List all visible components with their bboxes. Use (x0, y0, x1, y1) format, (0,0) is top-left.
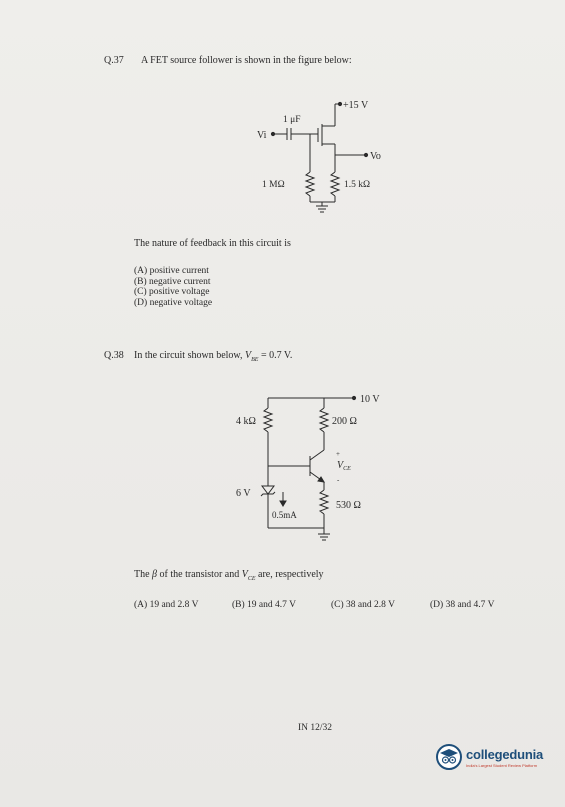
q38-beta-symbol: β (152, 569, 158, 580)
q38-530-label: 530 Ω (336, 500, 361, 511)
q37-input-label: Vi (257, 130, 267, 141)
q38-vbe-symbol: V (245, 350, 252, 361)
q38-supply-label: 10 V (360, 394, 380, 405)
logo-tagline: India's Largest Student Review Platform (466, 762, 538, 768)
q38-4k-label: 4 kΩ (236, 416, 256, 427)
q38-minus-sign: - (337, 476, 340, 484)
q37-gate-resistor-label: 1 MΩ (262, 180, 285, 190)
q38-plus-sign: + (336, 450, 340, 458)
q37-option-b[interactable]: (B) negative current (134, 276, 211, 287)
q38-current-arrowhead (280, 501, 286, 506)
q38-vce-label (337, 460, 351, 472)
q38-530-resistor (320, 490, 328, 514)
q38-vce-subscript: CE (343, 466, 351, 472)
q37-ground-symbol (316, 206, 328, 212)
page-number: IN 12/32 (298, 723, 333, 733)
q37-supply-terminal (338, 102, 341, 105)
q37-source-resistor (331, 172, 339, 196)
q38-stem-b: of the transistor and (157, 569, 242, 580)
q38-option-c[interactable]: (C) 38 and 2.8 V (331, 600, 395, 610)
q37-source-resistor-label: 1.5 kΩ (344, 180, 371, 190)
collegedunia-logo (436, 740, 554, 774)
logo-name: collegedunia (466, 746, 544, 762)
q37-number: Q.37 (104, 55, 124, 66)
q37-output-label: Vo (370, 151, 381, 162)
q38-option-b[interactable]: (B) 19 and 4.7 V (232, 600, 296, 610)
q37-output-terminal (364, 153, 367, 156)
q38-current-label: 0.5mA (272, 510, 297, 520)
q38-zener-diode (262, 486, 274, 494)
q37-capacitor-label: 1 μF (283, 115, 301, 125)
q37-text: A FET source follower is shown in the figure below: (141, 55, 352, 66)
q37-fet-circuit (240, 92, 390, 217)
q37-supply-label: +15 V (343, 100, 369, 111)
q38-option-d[interactable]: (D) 38 and 4.7 V (430, 600, 495, 610)
q37-gate-resistor (306, 172, 314, 196)
q37-option-d[interactable]: (D) negative voltage (134, 297, 213, 308)
q38-stem-vce-sub: CE (247, 576, 256, 582)
q38-text-prefix: In the circuit shown below, (134, 350, 245, 361)
q37-option-c[interactable]: (C) positive voltage (134, 287, 210, 297)
q38-vbe-subscript: BE (251, 357, 259, 363)
q38-vce-symbol: V (337, 460, 344, 471)
q38-number: Q.38 (104, 350, 124, 361)
q38-bjt-circuit (220, 388, 400, 558)
q38-200-label: 200 Ω (332, 416, 357, 427)
q38-option-a[interactable]: (A) 19 and 2.8 V (134, 600, 199, 610)
q37-stem: The nature of feedback in this circuit is (134, 238, 291, 249)
q38-stem-a: The (134, 569, 153, 580)
q38-zener-label: 6 V (236, 488, 251, 499)
graduate-cap-icon (436, 744, 462, 770)
q38-stem (134, 569, 324, 585)
q38-4k-resistor (264, 408, 272, 432)
q38-text-suffix: = 0.7 V. (258, 350, 293, 361)
q38-ground-symbol (318, 534, 330, 540)
q37-option-a[interactable]: (A) positive current (134, 266, 209, 276)
q38-200-resistor (320, 408, 328, 432)
q37-options (134, 266, 212, 308)
q38-text (134, 350, 292, 366)
q38-stem-vce: V (241, 569, 248, 580)
q38-stem-c: are, respectively (255, 569, 324, 580)
